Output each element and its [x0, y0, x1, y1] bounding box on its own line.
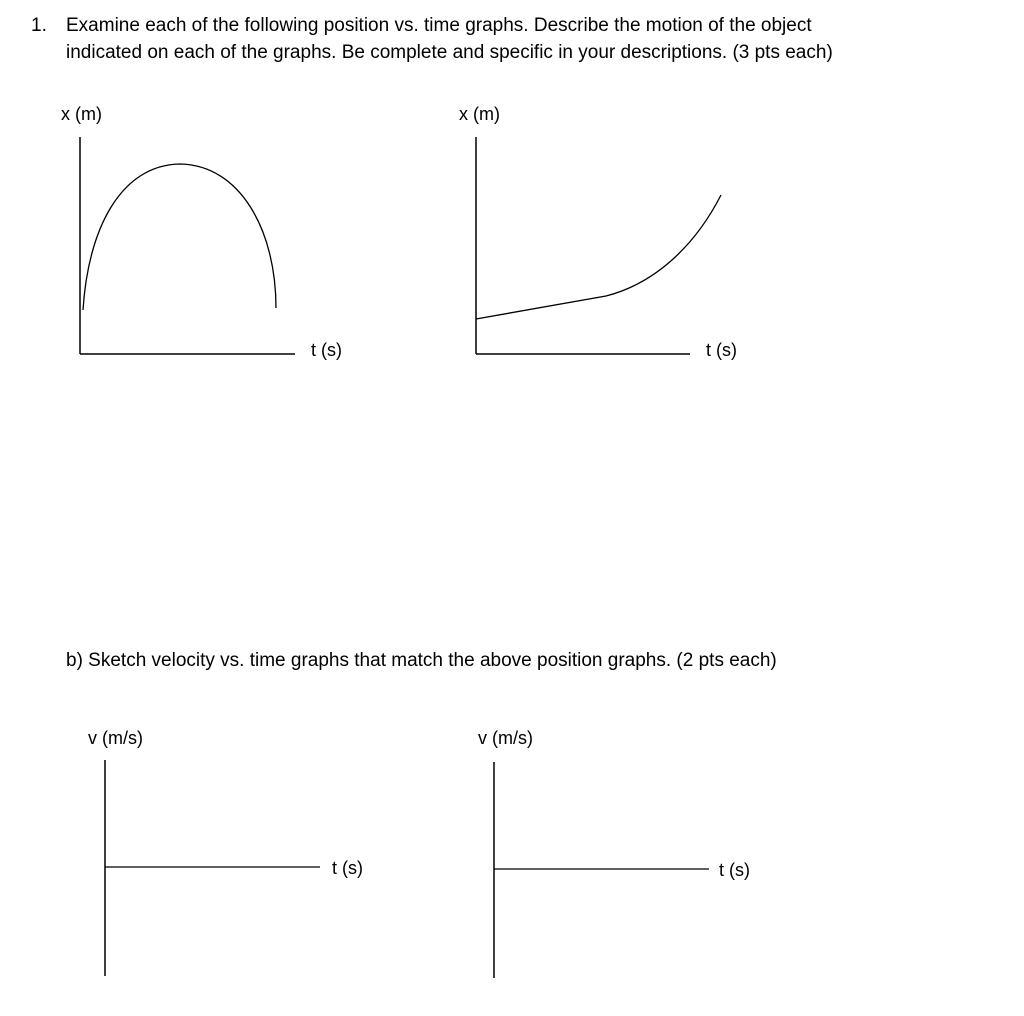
graph2-y-label: x (m)	[459, 104, 500, 124]
graph2-curve	[476, 195, 721, 319]
graph3-y-label: v (m/s)	[88, 728, 143, 748]
question-text-line-1: Examine each of the following position vs. time graphs. Describe the motion of the object	[66, 15, 812, 36]
part-b-instruction: b) Sketch velocity vs. time graphs that match the above position graphs. (2 pts each)	[66, 650, 777, 671]
position-graph-2	[476, 137, 721, 354]
graph3-x-label: t (s)	[332, 858, 363, 878]
velocity-graph-1	[105, 760, 320, 976]
velocity-graph-2	[494, 762, 709, 978]
graph4-y-label: v (m/s)	[478, 728, 533, 748]
graph1-x-label: t (s)	[311, 340, 342, 360]
position-graph-1	[80, 137, 295, 354]
question-number: 1.	[31, 15, 47, 36]
question-text-line-2: indicated on each of the graphs. Be complete and specific in your descriptions. (3 pts each)	[66, 41, 833, 63]
graph2-x-label: t (s)	[706, 340, 737, 360]
graph4-x-label: t (s)	[719, 860, 750, 880]
graph1-curve	[83, 164, 276, 310]
graph1-y-label: x (m)	[61, 104, 102, 124]
